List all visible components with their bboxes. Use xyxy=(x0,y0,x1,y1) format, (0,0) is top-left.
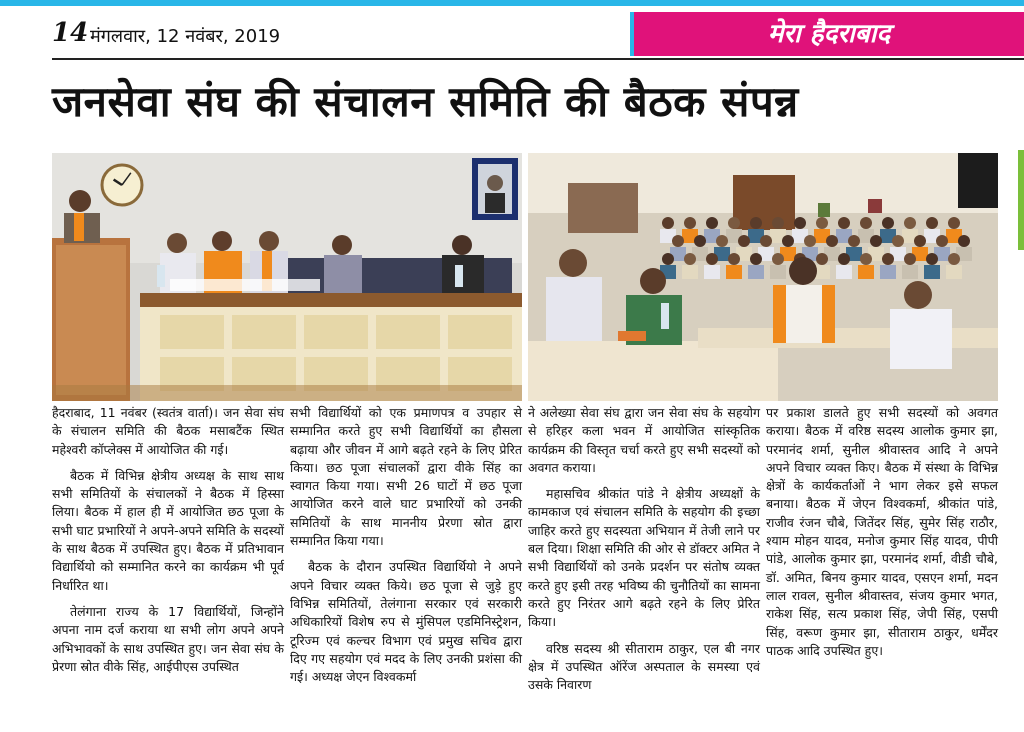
article-column-1 xyxy=(52,404,284,684)
paragraph: हैदराबाद, 11 नवंबर (स्वतंत्र वार्ता)। जन सेवा संघ के संचालन समिति की बैठक मसाबटैंक स्थित महेश्वरी कॉप्लेक्स में आयोजित की गई। xyxy=(52,405,284,457)
paragraph: वरिष्ठ सदस्य श्री सीताराम ठाकुर, एल बी नगर क्षेत्र में उपस्थित ऑरेंज अस्पताल के समस्या एवं उसके निवारण xyxy=(528,640,760,693)
section-banner: मेरा हैदराबाद xyxy=(630,12,1024,56)
paragraph: बैठक के दौरान उपस्थित विद्यार्थियो ने अपने अपने विचार व्यक्त किये। छठ पूजा से जुड़े हुए विभिन्न समितियों, तेलंगाना सरकार एवं सरकारी अधिकारियों विशेष रुप से मुंसिपल एडमिनिस्ट्रेशन, टूरिज्म एवं कल्चर विभाग एवं प्रमुख सचिव द्वारा दिए गए सहयोग एवं मदद के लिए उनकी प्रशंसा की गई। अध्यक्ष जेएन विश्वकर्मा xyxy=(290,559,522,685)
photo-audience xyxy=(528,153,998,401)
page-header xyxy=(0,6,1024,58)
paragraph: बैठक में विभिन्न क्षेत्रीय अध्यक्ष के साथ साथ सभी समितियों के संचालकों ने बैठक में हिस्सा लिया। बैठक में हाल ही में आयोजित छठ पूजा के सभी घाट प्रभारियों ने अपने-अपने समिति के सदस्यों के साथ बैठक में उपस्थित हुए। बैठक में प्रतिभावान विद्यार्थियो को सम्मानित करने का कार्यक्रम भी पूर्व निर्धारित था। xyxy=(52,467,284,593)
photo-audience-illustration xyxy=(528,153,998,401)
page-number: 14 xyxy=(52,18,89,48)
header-rule xyxy=(52,58,1024,60)
paragraph: पर प्रकाश डालते हुए सभी सदस्यों को अवगत कराया। बैठक में वरिष्ठ सदस्य आलोक कुमार झा, परमानंद शर्मा, सुनील श्रीवास्तव आदि ने अपने अपने विचार व्यक्त किए। बैठक में संस्था के विभिन्न क्षेत्रों के कार्यकर्ताओं ने भाग लेकर इसे सफल बनाया। बैठक में जेएन विश्वकर्मा, श्रीकांत पांडे, राजीव रंजन चौबे, जितेंदर सिंह, सुमेर सिंह राठौर, श्याम मोहन यादव, मनोज कुमार सिंह यादव, पीपी पांडे, आलोक कुमार झा, परमानंद शर्मा, वीडी चौबे, डॉ. अमित, बिनय कुमार यादव, एसएन शर्मा, मदन लाल रावल, सुनील श्रीवास्तव, संजय कुमार भगत, राकेश सिंह, सत्य प्रकाश सिंह, जेपी सिंह, एसपी सिंह, वरूण कुमार झा, सीताराम ठाकुर, धर्मेंदर पाठक आदि उपस्थित हुए। xyxy=(766,405,998,658)
paragraph: सभी विद्यार्थियों को एक प्रमाणपत्र व उपहार से सम्मानित करते हुए सभी विद्यार्थियों का हौसला बढ़ाया और जीवन में आगे बढ़ते रहने के लिए प्रेरित किया। छठ पूजा संचालकों द्वारा वीके सिंह का स्वागत किया गया। सभी 26 घाटों में छठ पूजा आयोजित करने वाले घाट प्रभारियों को उनकी समितियों के साथ माननीय प्रेरणा स्रोत द्वारा सम्मानित किया गया। xyxy=(290,405,522,549)
dateline: मंगलवार, 12 नवंबर, 2019 xyxy=(90,26,281,47)
article-column-2 xyxy=(290,404,522,694)
photo-dais-meeting xyxy=(52,153,522,401)
article-column-4 xyxy=(766,404,998,668)
adjacent-page-edge xyxy=(1018,150,1024,250)
paragraph: ने अलेख्या सेवा संघ द्वारा जन सेवा संघ के सहयोग से हरिहर कला भवन में आयोजित सांस्कृतिक कार्यक्रम की विस्तृत चर्चा करते हुए सभी सदस्यों को अवगत कराया। xyxy=(528,405,760,475)
article-column-3 xyxy=(528,404,760,702)
paragraph: महासचिव श्रीकांत पांडे ने क्षेत्रीय अध्यक्षों के कामकाज एवं संचालन समिति के सहयोग की इच्छा जाहिर करते हुए सदस्यता अभियान में तेजी लाने पर बल दिया। शिक्षा समिति की ओर से डॉक्टर अमित ने सभी विद्यार्थियों को उनके प्रदर्शन पर संतोष व्यक्त करते हुए इसी तरह भविष्य की चुनौतियों का सामना करते हुए निरंतर आगे बढ़ते रहने के लिए प्रेरित किया। xyxy=(528,486,760,630)
headline: जनसेवा संघ की संचालन समिति की बैठक संपन्न xyxy=(52,77,799,126)
photo-dais-illustration xyxy=(52,153,522,401)
paragraph: तेलंगाना राज्य के 17 विद्यार्थियों, जिन्होंने अपना नाम दर्ज कराया था सभी लोग अपने अपने अभिभावकों के साथ उपस्थित हुए। जन सेवा संघ के प्रेरणा स्रोत वीके सिंह, आईपीएस उपस्थित xyxy=(52,603,284,674)
